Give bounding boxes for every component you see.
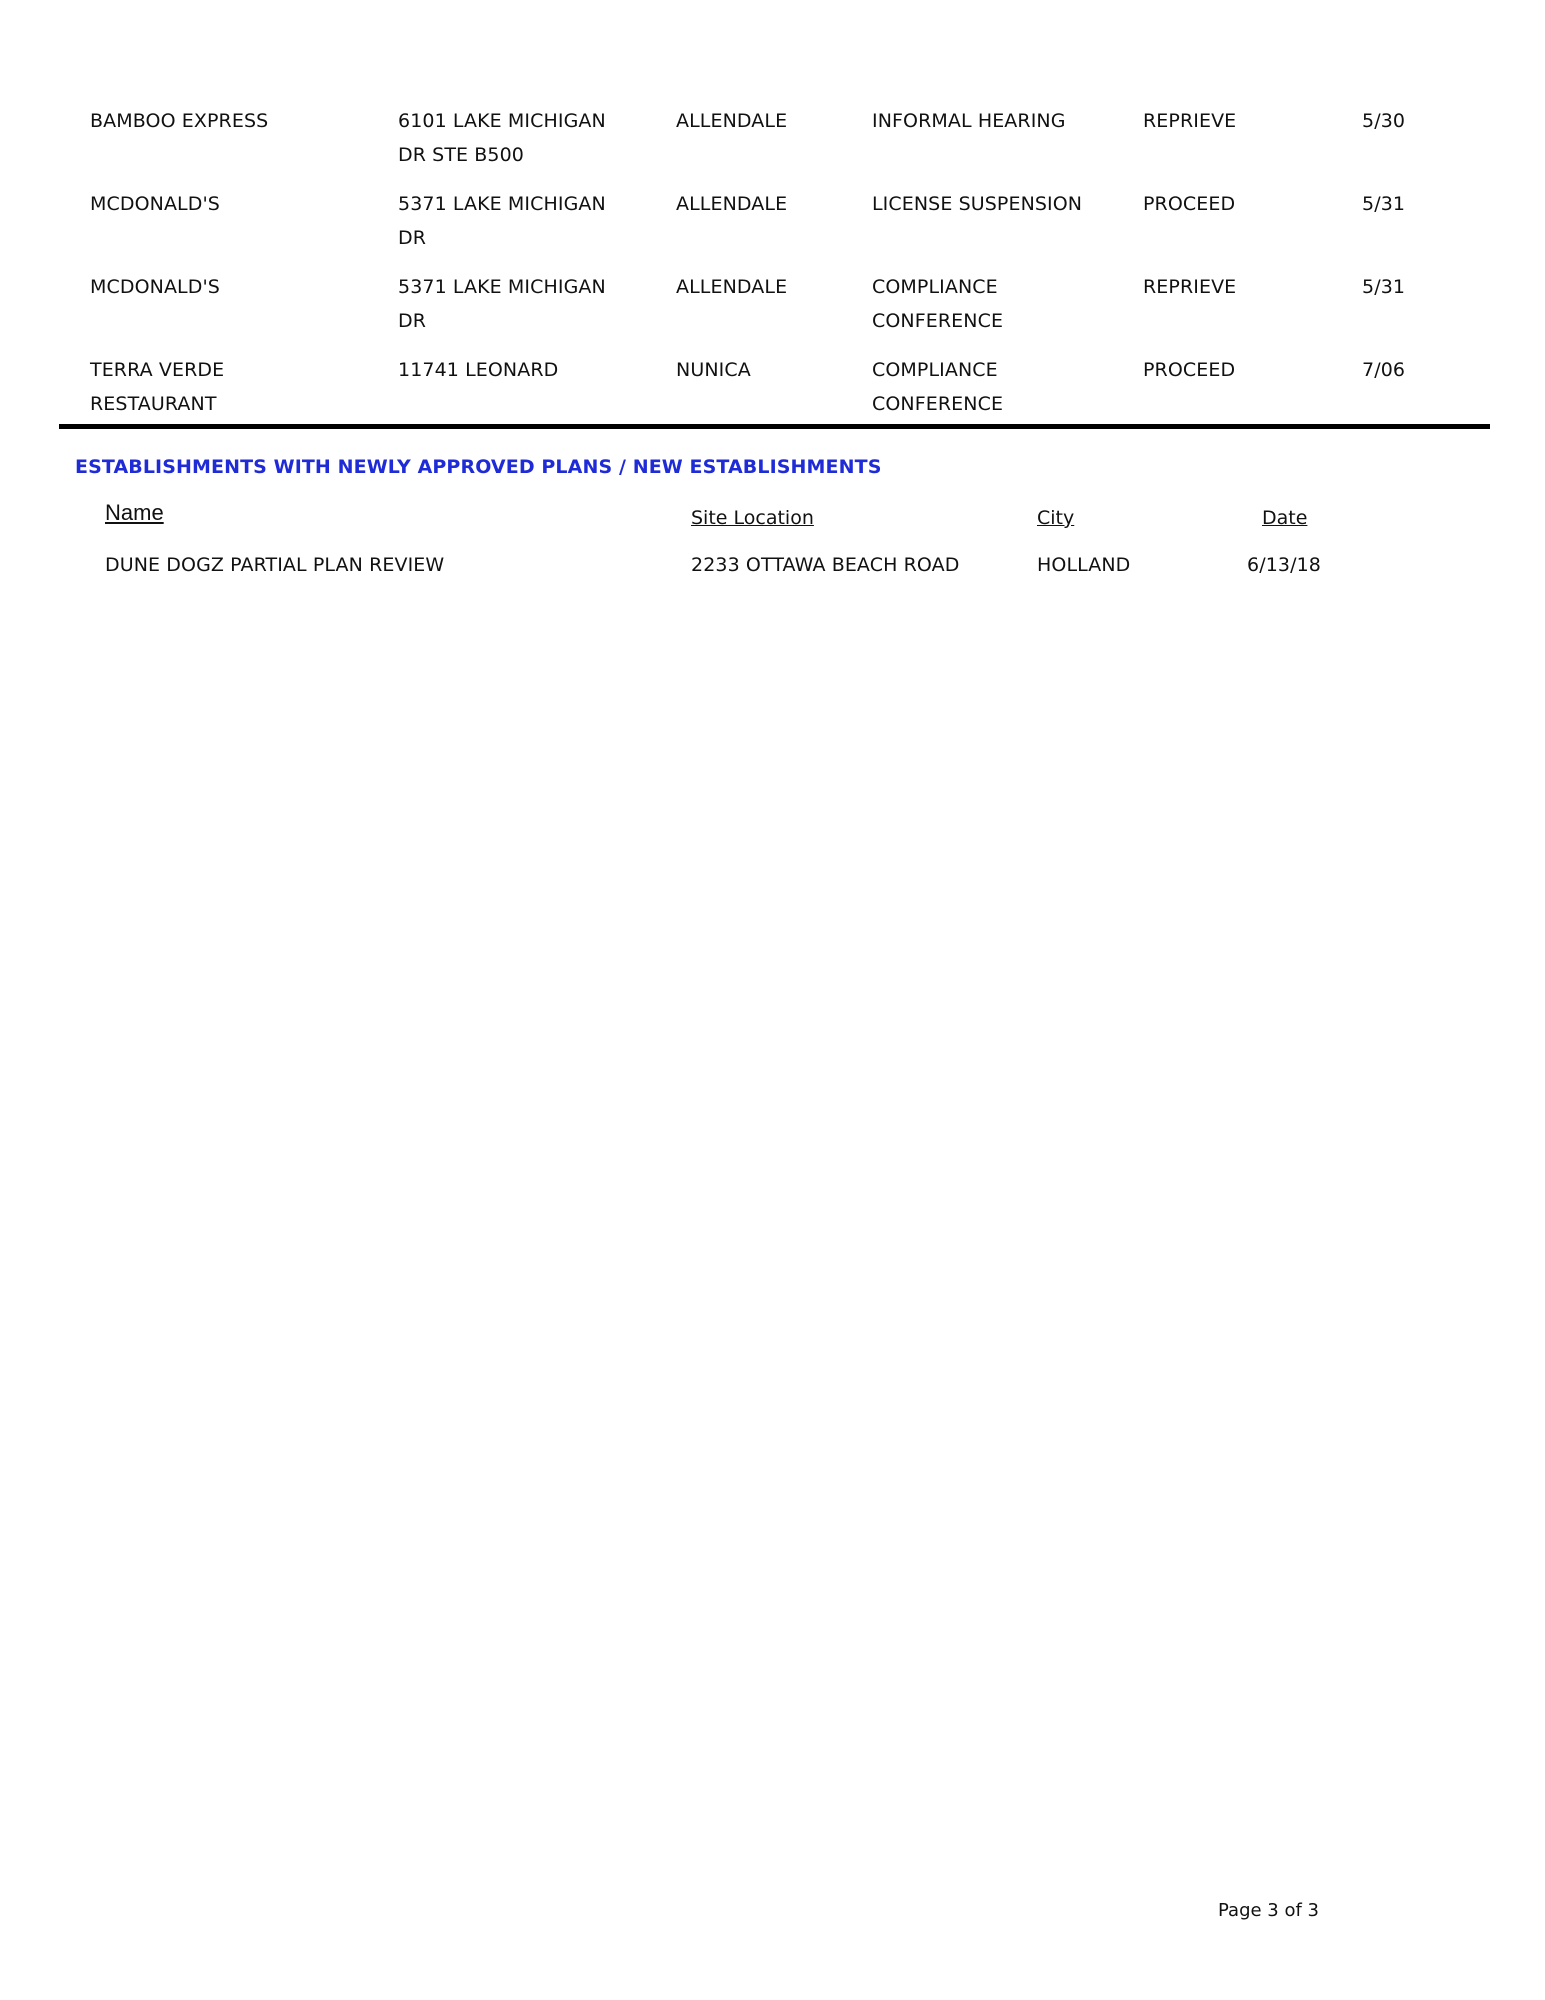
- plan-city: HOLLAND: [1037, 554, 1131, 576]
- action-status: REPRIEVE: [1143, 110, 1237, 132]
- plan-name: DUNE DOGZ PARTIAL PLAN REVIEW: [105, 554, 445, 576]
- plan-site-location: 2233 OTTAWA BEACH ROAD: [691, 554, 960, 576]
- action-date: 5/31: [1362, 276, 1406, 298]
- column-header-date: Date: [1262, 507, 1308, 529]
- enforcement-action-line2: CONFERENCE: [872, 310, 1004, 332]
- establishment-city: ALLENDALE: [676, 276, 788, 298]
- column-header-site-location: Site Location: [691, 507, 814, 529]
- establishment-name: MCDONALD'S: [90, 276, 220, 298]
- establishment-name: TERRA VERDE: [90, 359, 225, 381]
- establishment-name: MCDONALD'S: [90, 193, 220, 215]
- column-header-city: City: [1037, 507, 1075, 529]
- enforcement-action: INFORMAL HEARING: [872, 110, 1066, 132]
- action-date: 5/30: [1362, 110, 1406, 132]
- establishment-city: ALLENDALE: [676, 110, 788, 132]
- enforcement-action: COMPLIANCE: [872, 276, 998, 298]
- section-title: ESTABLISHMENTS WITH NEWLY APPROVED PLANS / NEW ESTABLISHMENTS: [75, 456, 882, 478]
- establishment-city: ALLENDALE: [676, 193, 788, 215]
- establishment-address-line2: DR: [398, 310, 427, 332]
- action-status: PROCEED: [1143, 359, 1236, 381]
- page-number: Page 3 of 3: [1218, 1900, 1319, 1921]
- establishment-city: NUNICA: [676, 359, 751, 381]
- establishment-address: 11741 LEONARD: [398, 359, 559, 381]
- action-status: REPRIEVE: [1143, 276, 1237, 298]
- column-header-name: Name: [105, 500, 164, 525]
- enforcement-action: LICENSE SUSPENSION: [872, 193, 1083, 215]
- establishment-address: 6101 LAKE MICHIGAN: [398, 110, 606, 132]
- enforcement-action: COMPLIANCE: [872, 359, 998, 381]
- establishment-address: 5371 LAKE MICHIGAN: [398, 193, 606, 215]
- establishment-address: 5371 LAKE MICHIGAN: [398, 276, 606, 298]
- establishment-name-line2: RESTAURANT: [90, 393, 217, 415]
- establishment-address-line2: DR STE B500: [398, 144, 524, 166]
- establishment-address-line2: DR: [398, 227, 427, 249]
- plan-date: 6/13/18: [1247, 554, 1321, 576]
- enforcement-action-line2: CONFERENCE: [872, 393, 1004, 415]
- section-divider: [59, 424, 1490, 429]
- action-date: 7/06: [1362, 359, 1406, 381]
- action-status: PROCEED: [1143, 193, 1236, 215]
- action-date: 5/31: [1362, 193, 1406, 215]
- establishment-name: BAMBOO EXPRESS: [90, 110, 269, 132]
